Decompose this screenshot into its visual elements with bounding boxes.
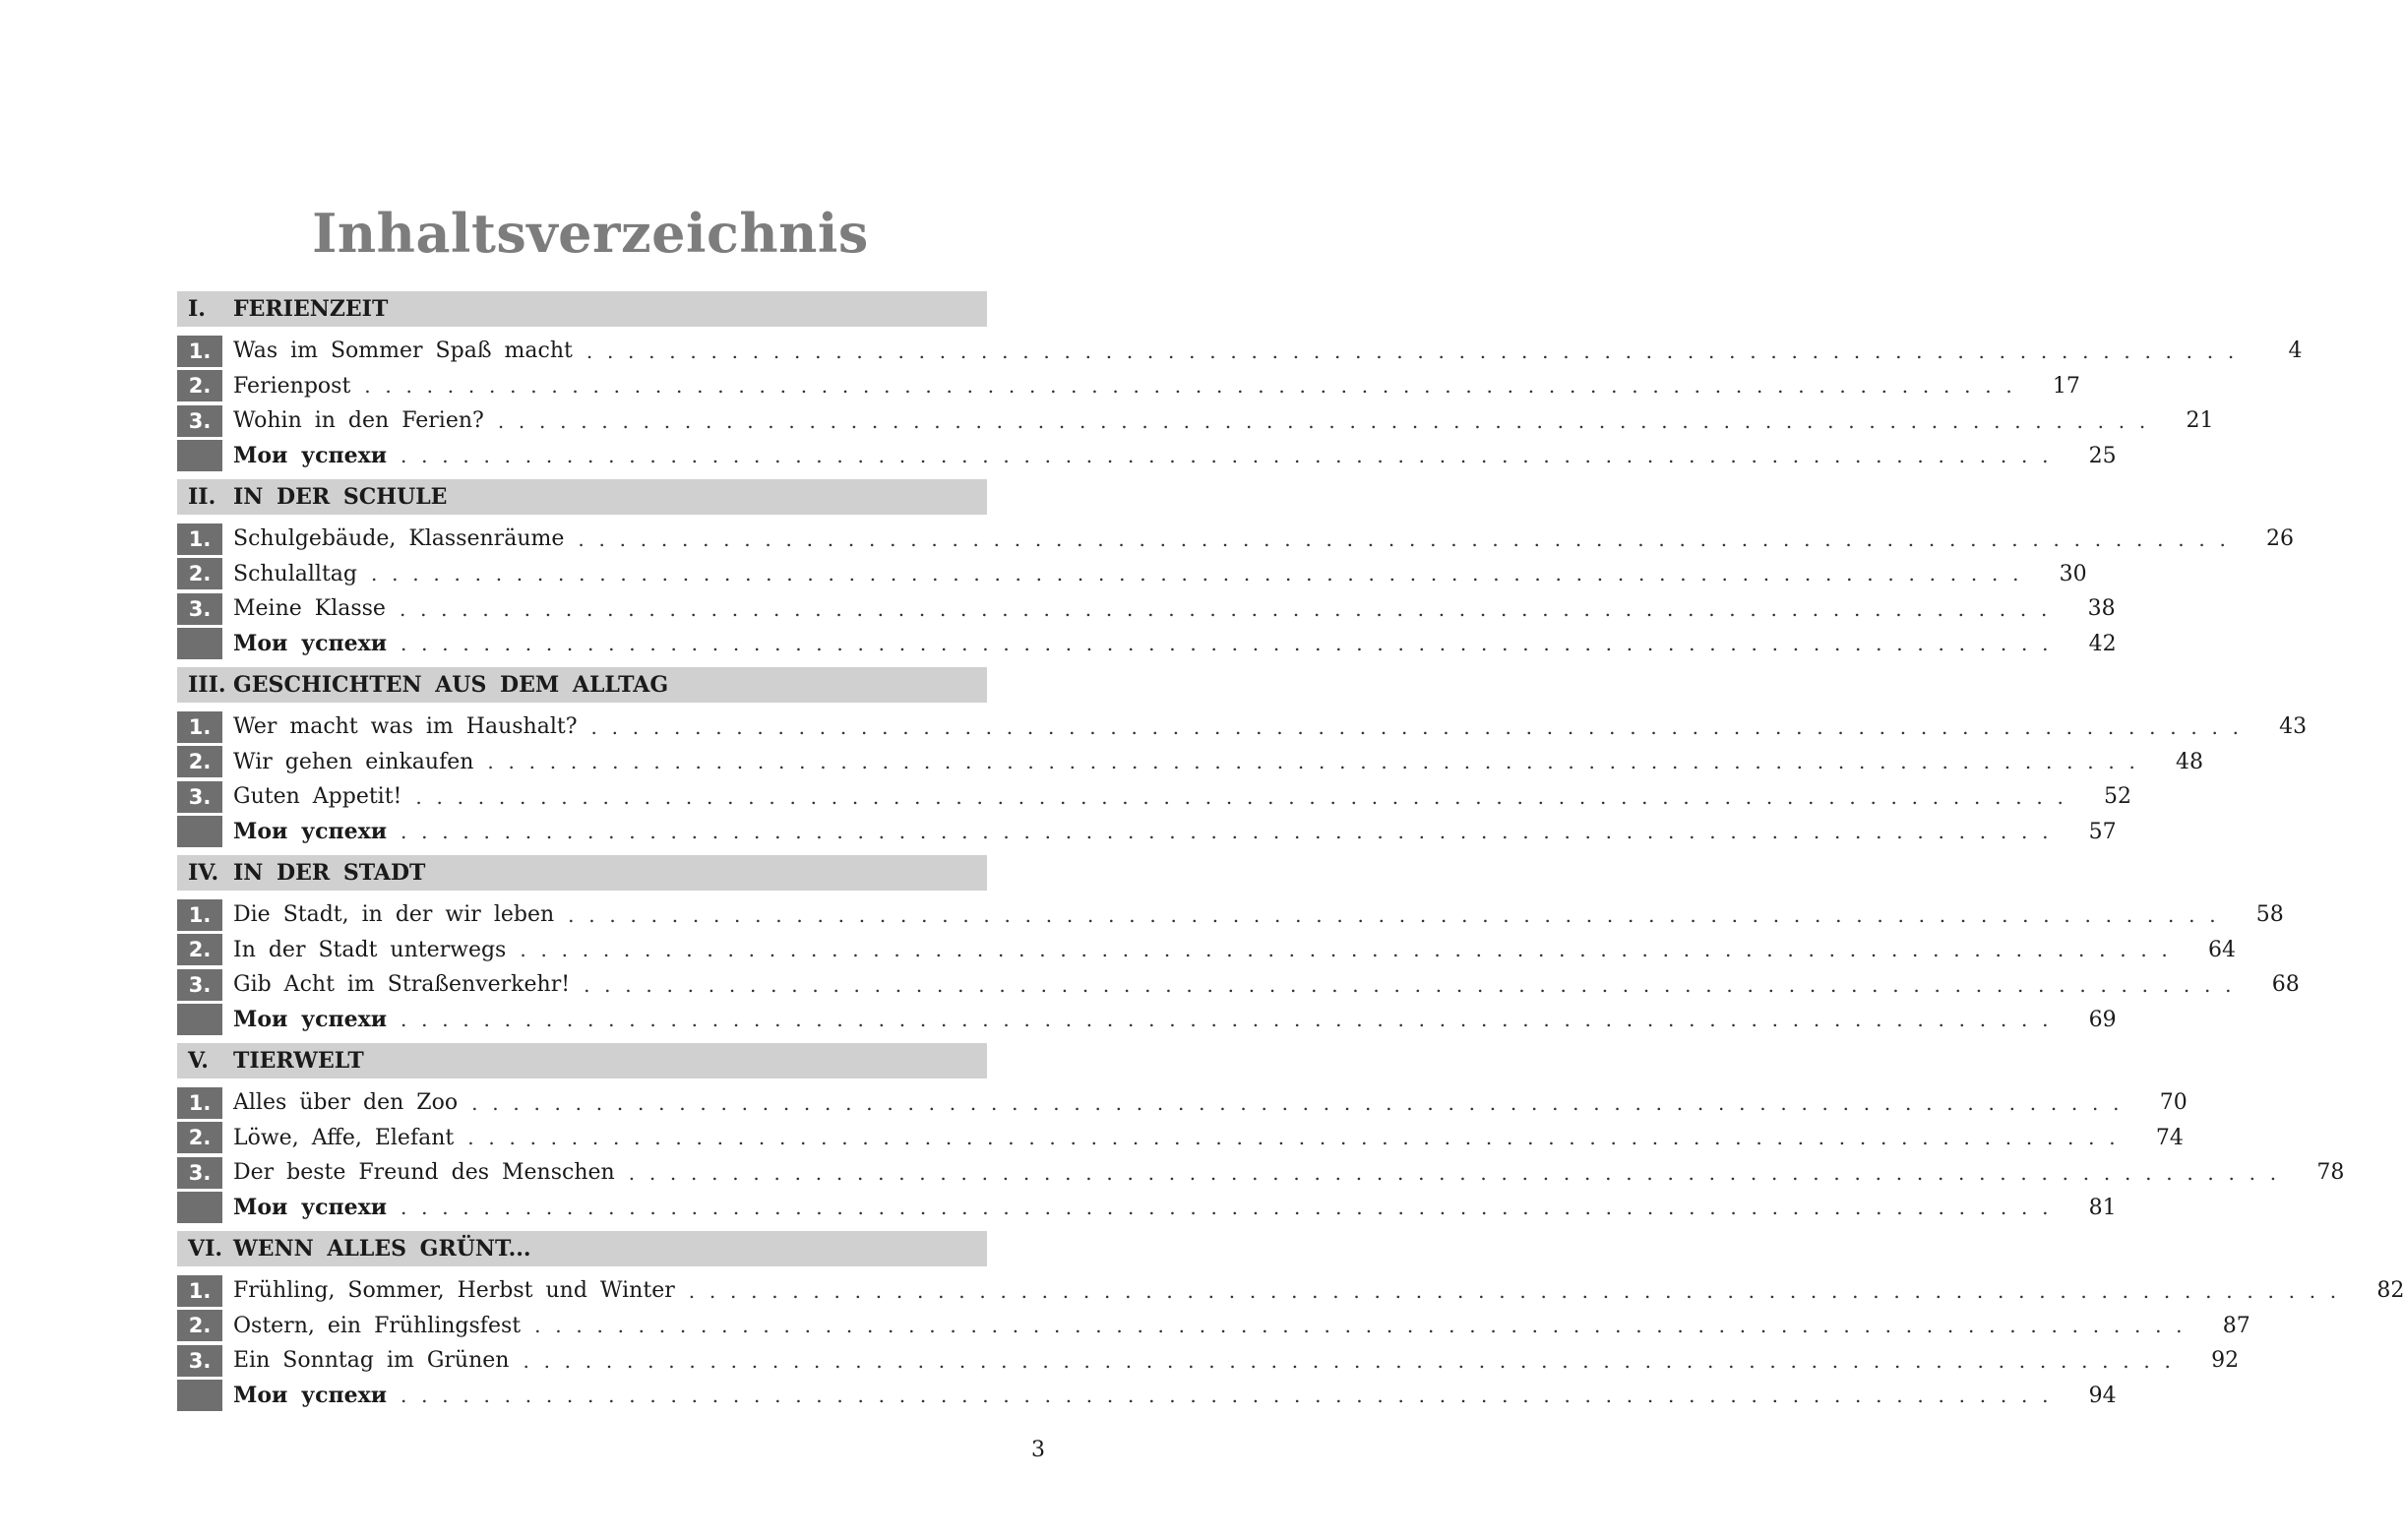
toc-section — [177, 667, 2308, 849]
entry-page-number: 94 — [2088, 1383, 2117, 1408]
dot-leader: . . . . . . . . . . . . . . . . . . . . . . . . . . . . . . . . . . . . . . . . . . . . . . . . . . . . . . . . . . . . . . . . . . . . . . . . . . . . . . . . — [401, 1384, 2053, 1408]
entry-page-number: 70 — [2159, 1090, 2188, 1116]
dot-leader: . . . . . . . . . . . . . . . . . . . . . . . . . . . . . . . . . . . . . . . . . . . . . . . . . . . . . . . . . . . . . . . . . . . . . . . . . . . . . . . . — [415, 784, 2068, 809]
entry-page-number: 82 — [2376, 1278, 2404, 1304]
entry-title: Gib Acht im Straßenverkehr! — [233, 972, 571, 998]
dot-leader: . . . . . . . . . . . . . . . . . . . . . . . . . . . . . . . . . . . . . . . . . . . . . . . . . . . . . . . . . . . . . . . . . . . . . . . . . . . . . . . . — [523, 1348, 2176, 1373]
entry-title: Мои успехи — [233, 1007, 388, 1033]
entry-page-number: 30 — [2059, 561, 2087, 586]
entry-page-number: 64 — [2208, 937, 2236, 962]
lesson-number-badge: 1. — [177, 336, 222, 367]
entry-page-number: 26 — [2266, 526, 2295, 552]
dot-leader: . . . . . . . . . . . . . . . . . . . . . . . . . . . . . . . . . . . . . . . . . . . . . . . . . . . . . . . . . . . . . . . . . . . . . . . . . . . . . . . . — [401, 632, 2053, 656]
entry-page-number: 87 — [2222, 1313, 2250, 1338]
entry-title: Guten Appetit! — [233, 784, 402, 810]
section-title: TIERWELT — [233, 1048, 364, 1074]
entry-page-number: 25 — [2088, 443, 2117, 468]
entry-page-number: 52 — [2104, 784, 2132, 810]
section-number: V. — [188, 1048, 209, 1074]
entry-page-number: 42 — [2088, 631, 2117, 656]
section-header — [177, 855, 987, 891]
toc-entry[interactable] — [177, 933, 2236, 968]
entry-title: Die Stadt, in der wir leben — [233, 902, 555, 928]
section-title: IN DER STADT — [233, 860, 426, 886]
toc-entry[interactable] — [177, 439, 2117, 474]
lesson-number-badge: 2. — [177, 1122, 222, 1153]
entry-page-number: 48 — [2176, 749, 2204, 774]
entry-page-number: 4 — [2288, 339, 2303, 364]
entry-page-number: 57 — [2088, 819, 2117, 844]
section-header — [177, 1043, 987, 1078]
section-number: III. — [188, 672, 226, 698]
toc-entry[interactable] — [177, 1379, 2117, 1414]
dot-leader: . . . . . . . . . . . . . . . . . . . . . . . . . . . . . . . . . . . . . . . . . . . . . . . . . . . . . . . . . . . . . . . . . . . . . . . . . . . . . . . . — [401, 1008, 2053, 1032]
dot-leader: . . . . . . . . . . . . . . . . . . . . . . . . . . . . . . . . . . . . . . . . . . . . . . . . . . . . . . . . . . . . . . . . . . . . . . . . . . . . . . . . — [688, 1278, 2341, 1303]
dot-leader: . . . . . . . . . . . . . . . . . . . . . . . . . . . . . . . . . . . . . . . . . . . . . . . . . . . . . . . . . . . . . . . . . . . . . . . . . . . . . . . . — [497, 408, 2150, 433]
lesson-number-badge: 3. — [177, 405, 222, 437]
toc-entry[interactable] — [177, 815, 2117, 850]
lesson-number-badge: 3. — [177, 1345, 222, 1377]
dot-leader: . . . . . . . . . . . . . . . . . . . . . . . . . . . . . . . . . . . . . . . . . . . . . . . . . . . . . . . . . . . . . . . . . . . . . . . . . . . . . . . . — [586, 339, 2239, 363]
lesson-number-badge: 2. — [177, 558, 222, 589]
dot-leader: . . . . . . . . . . . . . . . . . . . . . . . . . . . . . . . . . . . . . . . . . . . . . . . . . . . . . . . . . . . . . . . . . . . . . . . . . . . . . . . . — [487, 750, 2140, 774]
entry-title: Was im Sommer Spaß macht — [233, 339, 573, 364]
toc-entry[interactable] — [177, 709, 2308, 745]
section-header — [177, 479, 987, 515]
dot-leader: . . . . . . . . . . . . . . . . . . . . . . . . . . . . . . . . . . . . . . . . . . . . . . . . . . . . . . . . . . . . . . . . . . . . . . . . . . . . . . . . — [371, 562, 2023, 586]
toc-entry[interactable] — [177, 522, 2295, 557]
toc-entry[interactable] — [177, 1273, 2404, 1309]
toc-section — [177, 1231, 2404, 1413]
entry-title: Ostern, ein Frühlingsfest — [233, 1313, 522, 1338]
section-title: WENN ALLES GRÜNT... — [233, 1236, 531, 1262]
dot-leader: . . . . . . . . . . . . . . . . . . . . . . . . . . . . . . . . . . . . . . . . . . . . . . . . . . . . . . . . . . . . . . . . . . . . . . . . . . . . . . . . — [584, 972, 2236, 997]
section-title: FERIENZEIT — [233, 296, 389, 322]
entry-page-number: 81 — [2088, 1195, 2117, 1220]
dot-leader: . . . . . . . . . . . . . . . . . . . . . . . . . . . . . . . . . . . . . . . . . . . . . . . . . . . . . . . . . . . . . . . . . . . . . . . . . . . . . . . . — [401, 1196, 2053, 1220]
lesson-number-badge: 3. — [177, 1157, 222, 1189]
lesson-number-badge — [177, 628, 222, 659]
entry-title: Frühling, Sommer, Herbst und Winter — [233, 1278, 675, 1304]
lesson-number-badge: 2. — [177, 934, 222, 965]
toc-entry[interactable] — [177, 1343, 2240, 1379]
entry-title: Der beste Freund des Menschen — [233, 1160, 615, 1186]
toc-entry[interactable] — [177, 1121, 2184, 1156]
toc-entry[interactable] — [177, 1003, 2117, 1038]
dot-leader: . . . . . . . . . . . . . . . . . . . . . . . . . . . . . . . . . . . . . . . . . . . . . . . . . . . . . . . . . . . . . . . . . . . . . . . . . . . . . . . . — [590, 714, 2244, 739]
toc-entry[interactable] — [177, 403, 2214, 439]
entry-page-number: 17 — [2052, 373, 2080, 399]
toc-entry[interactable] — [177, 779, 2132, 815]
entry-title: Alles über den Zoo — [233, 1090, 459, 1116]
toc-entry[interactable] — [177, 334, 2303, 369]
section-number: II. — [188, 484, 216, 510]
entry-title: Мои успехи — [233, 1195, 388, 1221]
lesson-number-badge: 1. — [177, 711, 222, 743]
dot-leader: . . . . . . . . . . . . . . . . . . . . . . . . . . . . . . . . . . . . . . . . . . . . . . . . . . . . . . . . . . . . . . . . . . . . . . . . . . . . . . . . — [628, 1160, 2281, 1185]
dot-leader: . . . . . . . . . . . . . . . . . . . . . . . . . . . . . . . . . . . . . . . . . . . . . . . . . . . . . . . . . . . . . . . . . . . . . . . . . . . . . . . . — [401, 820, 2053, 844]
entry-title: Schulgebäude, Klassenräume — [233, 526, 565, 552]
lesson-number-badge — [177, 816, 222, 847]
dot-leader: . . . . . . . . . . . . . . . . . . . . . . . . . . . . . . . . . . . . . . . . . . . . . . . . . . . . . . . . . . . . . . . . . . . . . . . . . . . . . . . . — [534, 1314, 2187, 1338]
entry-title: Wer macht was im Haushalt? — [233, 714, 578, 740]
page-title: Inhaltsverzeichnis — [312, 202, 869, 265]
entry-page-number: 38 — [2087, 596, 2116, 622]
toc-entry[interactable] — [177, 557, 2087, 592]
toc-entry[interactable] — [177, 1191, 2117, 1226]
toc-section — [177, 855, 2300, 1037]
dot-leader: . . . . . . . . . . . . . . . . . . . . . . . . . . . . . . . . . . . . . . . . . . . . . . . . . . . . . . . . . . . . . . . . . . . . . . . . . . . . . . . . — [568, 902, 2220, 927]
entry-title: Ein Sonntag im Grünen — [233, 1348, 510, 1374]
lesson-number-badge: 2. — [177, 746, 222, 777]
lesson-number-badge: 1. — [177, 1087, 222, 1119]
lesson-number-badge: 1. — [177, 899, 222, 931]
entry-page-number: 43 — [2279, 714, 2308, 740]
lesson-number-badge: 3. — [177, 969, 222, 1001]
toc-section — [177, 291, 2303, 473]
entry-title: Мои успехи — [233, 443, 388, 469]
section-number: VI. — [188, 1236, 223, 1262]
lesson-number-badge: 2. — [177, 1310, 222, 1341]
entry-title: Wir gehen einkaufen — [233, 749, 474, 774]
entry-page-number: 78 — [2316, 1160, 2345, 1186]
toc-entry[interactable] — [177, 1085, 2188, 1121]
toc-entry[interactable] — [177, 967, 2300, 1003]
toc-entry[interactable] — [177, 897, 2284, 933]
toc-section — [177, 1043, 2345, 1225]
toc-entry[interactable] — [177, 627, 2117, 662]
toc-entry[interactable] — [177, 1155, 2345, 1191]
lesson-number-badge — [177, 1004, 222, 1035]
dot-leader: . . . . . . . . . . . . . . . . . . . . . . . . . . . . . . . . . . . . . . . . . . . . . . . . . . . . . . . . . . . . . . . . . . . . . . . . . . . . . . . . — [399, 596, 2052, 621]
section-title: GESCHICHTEN AUS DEM ALLTAG — [233, 672, 669, 698]
lesson-number-badge: 1. — [177, 524, 222, 555]
entry-title: Meine Klasse — [233, 596, 386, 622]
section-title: IN DER SCHULE — [233, 484, 448, 510]
entry-page-number: 92 — [2211, 1348, 2240, 1374]
entry-title: Löwe, Affe, Elefant — [233, 1125, 455, 1150]
toc-entry[interactable] — [177, 369, 2080, 404]
dot-leader: . . . . . . . . . . . . . . . . . . . . . . . . . . . . . . . . . . . . . . . . . . . . . . . . . . . . . . . . . . . . . . . . . . . . . . . . . . . . . . . . — [471, 1090, 2124, 1115]
entry-title: Мои успехи — [233, 631, 388, 657]
section-number: I. — [188, 296, 206, 322]
toc-section — [177, 479, 2295, 661]
section-number: IV. — [188, 860, 219, 886]
entry-page-number: 21 — [2186, 408, 2214, 434]
dot-leader: . . . . . . . . . . . . . . . . . . . . . . . . . . . . . . . . . . . . . . . . . . . . . . . . . . . . . . . . . . . . . . . . . . . . . . . . . . . . . . . . — [401, 444, 2053, 468]
dot-leader: . . . . . . . . . . . . . . . . . . . . . . . . . . . . . . . . . . . . . . . . . . . . . . . . . . . . . . . . . . . . . . . . . . . . . . . . . . . . . . . . — [520, 938, 2172, 962]
lesson-number-badge — [177, 440, 222, 471]
toc-entry[interactable] — [177, 745, 2204, 780]
entry-page-number: 74 — [2155, 1125, 2184, 1150]
section-header — [177, 1231, 987, 1266]
lesson-number-badge — [177, 1380, 222, 1411]
entry-page-number: 68 — [2271, 972, 2300, 998]
page-number: 3 — [1031, 1438, 1045, 1462]
dot-leader: . . . . . . . . . . . . . . . . . . . . . . . . . . . . . . . . . . . . . . . . . . . . . . . . . . . . . . . . . . . . . . . . . . . . . . . . . . . . . . . . — [364, 374, 2016, 399]
entry-title: In der Stadt unterwegs — [233, 937, 507, 962]
section-header — [177, 291, 987, 327]
entry-page-number: 69 — [2088, 1007, 2117, 1032]
lesson-number-badge: 3. — [177, 781, 222, 813]
lesson-number-badge — [177, 1192, 222, 1223]
lesson-number-badge: 2. — [177, 370, 222, 401]
lesson-number-badge: 3. — [177, 593, 222, 625]
entry-title: Ferienpost — [233, 373, 351, 399]
toc-entry[interactable] — [177, 591, 2116, 627]
table-of-contents — [177, 291, 2404, 1419]
entry-title: Schulalltag — [233, 561, 357, 586]
entry-title: Wohin in den Ferien? — [233, 408, 484, 434]
dot-leader: . . . . . . . . . . . . . . . . . . . . . . . . . . . . . . . . . . . . . . . . . . . . . . . . . . . . . . . . . . . . . . . . . . . . . . . . . . . . . . . . — [578, 526, 2231, 551]
entry-title: Мои успехи — [233, 819, 388, 845]
section-header — [177, 667, 987, 703]
entry-title: Мои успехи — [233, 1383, 388, 1409]
entry-page-number: 58 — [2255, 902, 2284, 928]
toc-entry[interactable] — [177, 1309, 2250, 1344]
lesson-number-badge: 1. — [177, 1275, 222, 1307]
dot-leader: . . . . . . . . . . . . . . . . . . . . . . . . . . . . . . . . . . . . . . . . . . . . . . . . . . . . . . . . . . . . . . . . . . . . . . . . . . . . . . . . — [467, 1126, 2120, 1150]
